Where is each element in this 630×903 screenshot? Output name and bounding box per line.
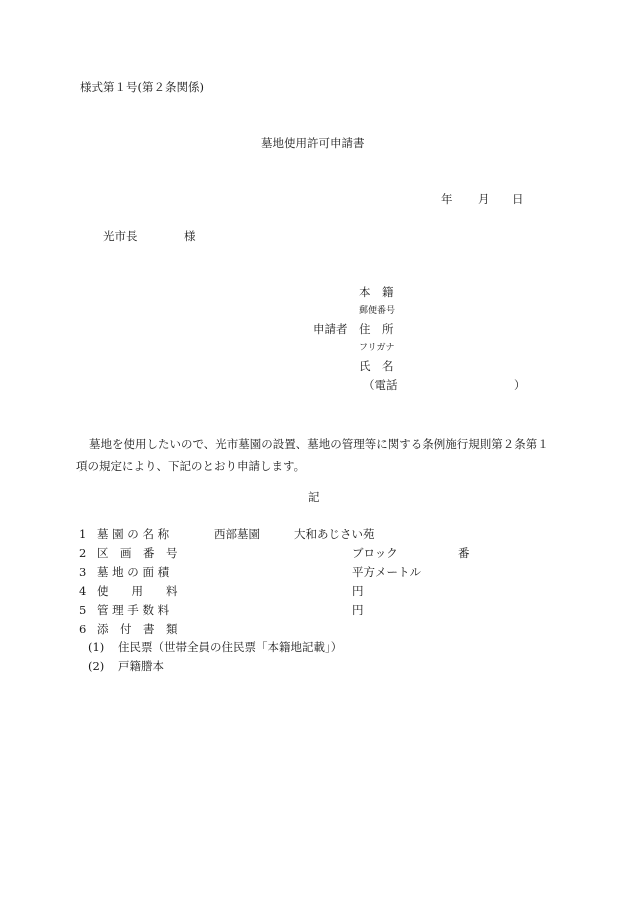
body-text: 墓地を使用したいので、光市墓園の設置、墓地の管理等に関する条例施行規則第２条第１項の規定により、下記のとおり申請します。 [76, 437, 549, 473]
item-value: 円 [352, 603, 364, 617]
attachment-text: 戸籍謄本 [118, 659, 164, 673]
item-number: 1 [79, 527, 87, 541]
applicant-honseki-label: 本 籍 [359, 285, 394, 299]
item-label: 管 理 手 数 料 [97, 603, 170, 617]
body-paragraph [76, 433, 560, 477]
document-title: 墓地使用許可申請書 [261, 136, 365, 150]
item-label: 区 画 番 号 [97, 546, 178, 560]
date-day: 日 [512, 192, 524, 206]
item-number: 4 [79, 584, 87, 598]
item-number: 3 [79, 565, 87, 579]
ki-heading: 記 [308, 490, 320, 504]
addressee-honorific: 様 [184, 229, 196, 243]
item-number: 6 [79, 622, 87, 636]
applicant-postal-label: 郵便番号 [359, 306, 396, 316]
attachment-number: (1) [88, 640, 105, 654]
applicant-address-label: 住 所 [359, 322, 394, 336]
item-number: 5 [79, 603, 87, 617]
applicant-group-label: 申請者 [313, 322, 348, 336]
attachment-number: (2) [88, 659, 105, 673]
applicant-furigana-label: フリガナ [359, 343, 395, 353]
applicant-phone-close: ） [514, 378, 526, 392]
applicant-name-label: 氏 名 [359, 359, 394, 373]
item-value: 円 [352, 584, 364, 598]
date-month: 月 [478, 192, 490, 206]
applicant-phone-open: （電話 [363, 378, 398, 392]
item-label: 墓 園 の 名 称 [97, 527, 170, 541]
attachment-text: 住民票（世帯全員の住民票「本籍地記載」） [118, 640, 343, 654]
item-label: 墓 地 の 面 積 [97, 565, 170, 579]
item-value-secondary: 番 [458, 546, 470, 560]
item-number: 2 [79, 546, 87, 560]
item-value: ブロック [352, 546, 398, 560]
item-label: 添 付 書 類 [97, 622, 178, 636]
item-value-secondary: 大和あじさい苑 [294, 527, 375, 541]
addressee-name: 光市長 [103, 229, 138, 243]
date-year: 年 [441, 192, 453, 206]
item-value: 西部墓園 [214, 527, 260, 541]
form-number: 様式第１号(第２条関係) [80, 80, 204, 94]
item-label: 使 用 料 [97, 584, 178, 598]
item-value: 平方メートル [352, 565, 421, 579]
